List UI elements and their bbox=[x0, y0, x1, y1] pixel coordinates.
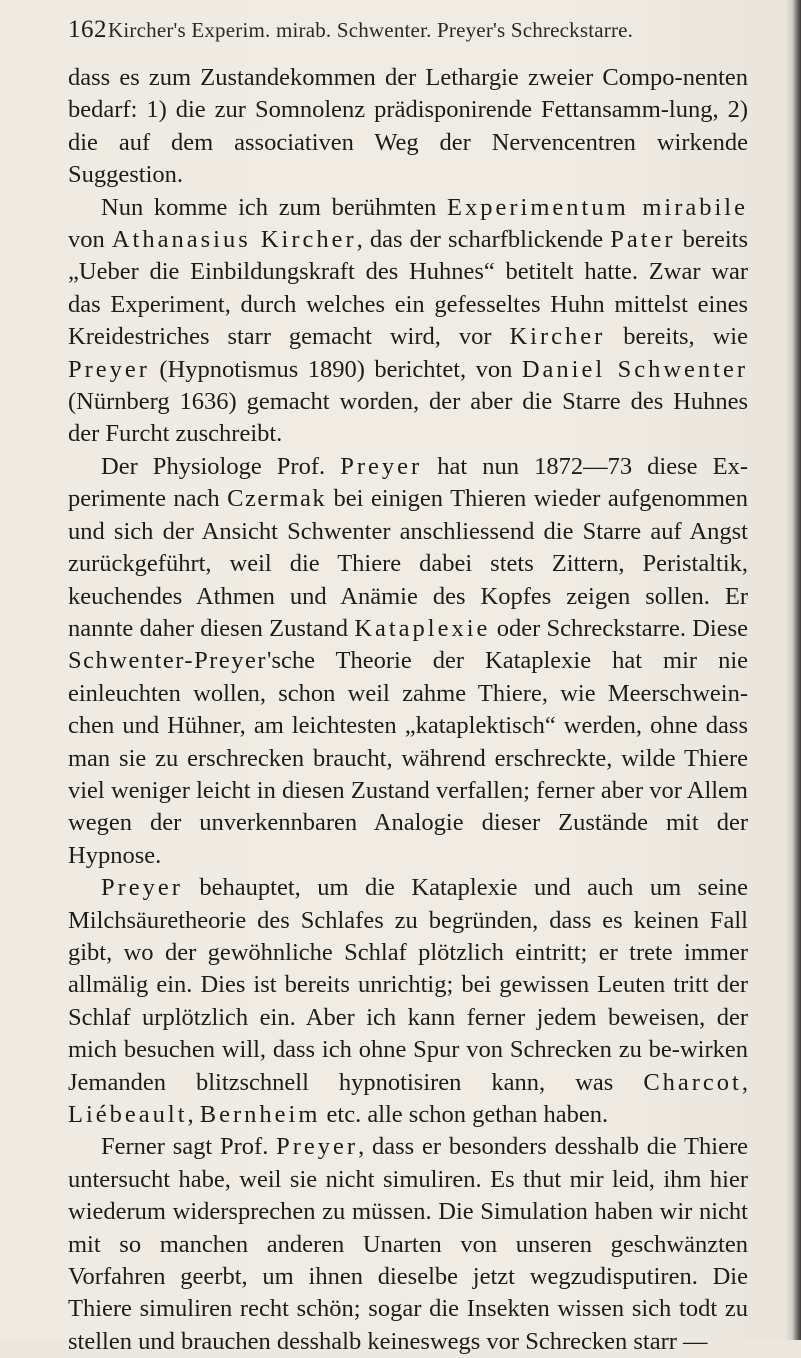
paragraph-5 bbox=[68, 1131, 748, 1358]
text-run: Ferner sagt Prof. bbox=[101, 1133, 277, 1161]
spaced-term: Kataplexie bbox=[354, 614, 491, 642]
text-run: bei einigen Thieren wieder aufgenommen und sich der Ansicht Schwenter anschliessend die Starre auf Angst zurückgeführt, weil die Thiere dabei stets Zittern, Peristaltik, keuchendes Athmen und Anämie des Kopfes zeigen sollen. Er nannte daher diesen Zustand bbox=[68, 485, 748, 642]
text-run: Nun komme ich zum berühmten bbox=[101, 193, 448, 221]
text-run: , bbox=[741, 1068, 748, 1096]
text-run: 'sche Theorie der Kataplexie hat mir nie einleuchten wollen, schon weil zahme Thiere, wie Meerschwein-chen und Hühner, am leichtesten „kataplektisch“ werden, ohne dass man sie zu erschrecken braucht, während erschreckte, wilde Thiere viel weniger leicht in diesen Zustand verfallen; ferner aber vor Allem wegen der unverkennbaren Analogie dieser Zustände mit der Hypnose. bbox=[68, 647, 748, 869]
text-run: etc. alle schon gethan haben. bbox=[320, 1101, 609, 1128]
text-run: hat nun 1872—73 diese Ex-perimente nach bbox=[68, 452, 748, 513]
text-run: bereits „Ueber die Einbildungskraft des Huhnes“ betitelt hatte. Zwar war das Experiment, durch welches ein gefesseltes Huhn mittelst eines Kreidestriches starr gemacht wird, vor bbox=[68, 226, 748, 351]
text-run: Der Physiologe Prof. bbox=[101, 452, 341, 480]
text-run: von bbox=[68, 226, 112, 254]
text-run: oder Schreckstarre. Diese bbox=[490, 614, 748, 642]
page-header bbox=[68, 12, 748, 52]
spaced-name: Preyer bbox=[101, 874, 183, 902]
body-text bbox=[68, 62, 748, 1358]
spaced-name: Daniel Schwenter bbox=[521, 355, 748, 383]
spaced-name: Charcot bbox=[643, 1068, 742, 1096]
page-edge-shadow bbox=[785, 0, 801, 1340]
spaced-term: Pater bbox=[610, 226, 676, 254]
spaced-name: Preyer bbox=[340, 452, 423, 480]
page-number: 162 bbox=[68, 16, 107, 43]
text-run: (Nürnberg 1636) gemacht worden, der aber die Starre des Huhnes der Furcht zuschreibt. bbox=[68, 388, 748, 448]
spaced-name: Bernheim bbox=[199, 1101, 321, 1128]
paragraph-4 bbox=[68, 872, 748, 1131]
paragraph-2 bbox=[68, 192, 748, 451]
spaced-name: Preyer bbox=[68, 355, 150, 383]
text-run: bereits, wie bbox=[605, 323, 748, 351]
text-run: behauptet, um die Kataplexie und auch um seine Milchsäuretheorie des Schlafes zu begründen, dass es keinen Fall gibt, wo der gewöhnliche Schlaf plötzlich eintritt; er trete immer allmälig ein. Dies ist bereits unrichtig; bei gewissen Leuten tritt der Schlaf urplötzlich ein. Aber ich kann ferner jedem beweisen, der mich besuchen will, dass ich ohne Spur von Schrecken zu be-wirken Jemanden blitzschnell hypnotisiren kann, was bbox=[68, 874, 748, 1096]
spaced-term: Experimentum mirabile bbox=[447, 193, 748, 221]
text-run: , bbox=[187, 1101, 200, 1128]
spaced-name: Preyer bbox=[276, 1133, 359, 1161]
spaced-name: Athanasius Kircher bbox=[111, 226, 357, 254]
text-run: , das der scharfblickende bbox=[356, 226, 611, 254]
text-run: , dass er besonders desshalb die Thiere untersucht habe, weil sie nicht simuliren. Es thut mir leid, ihm hier wiederum widersprechen zu müssen. Die Simulation haben wir nicht mit so manchen anderen Unarten von unseren geschwänzten Vorfahren geerbt, um ihnen dieselbe jetzt wegzudisputiren. Die Thiere simuliren recht schön; sogar die Insekten wissen sich todt zu stellen und brauchen desshalb keineswegs vor Schrecken starr — bbox=[68, 1133, 748, 1355]
text-run: (Hypnotismus 1890) berichtet, von bbox=[149, 355, 522, 383]
spaced-name: Schwenter-Preyer bbox=[68, 647, 268, 675]
spaced-name: Liébeault bbox=[68, 1101, 188, 1128]
spaced-name: Czermak bbox=[227, 485, 327, 513]
paragraph-1: dass es zum Zustandekommen der Lethargie zweier Compo-nenten bedarf: 1) die zur Somnolenz prädisponirende Fettansamm-lung, 2) die auf dem associativen Weg der Nervencentren wirkende Suggestion. bbox=[68, 64, 748, 189]
running-head: Kircher's Experim. mirab. Schwenter. Preyer's Schreckstarre. bbox=[108, 18, 634, 42]
paragraph-3 bbox=[68, 451, 748, 872]
spaced-name: Kircher bbox=[509, 323, 606, 351]
